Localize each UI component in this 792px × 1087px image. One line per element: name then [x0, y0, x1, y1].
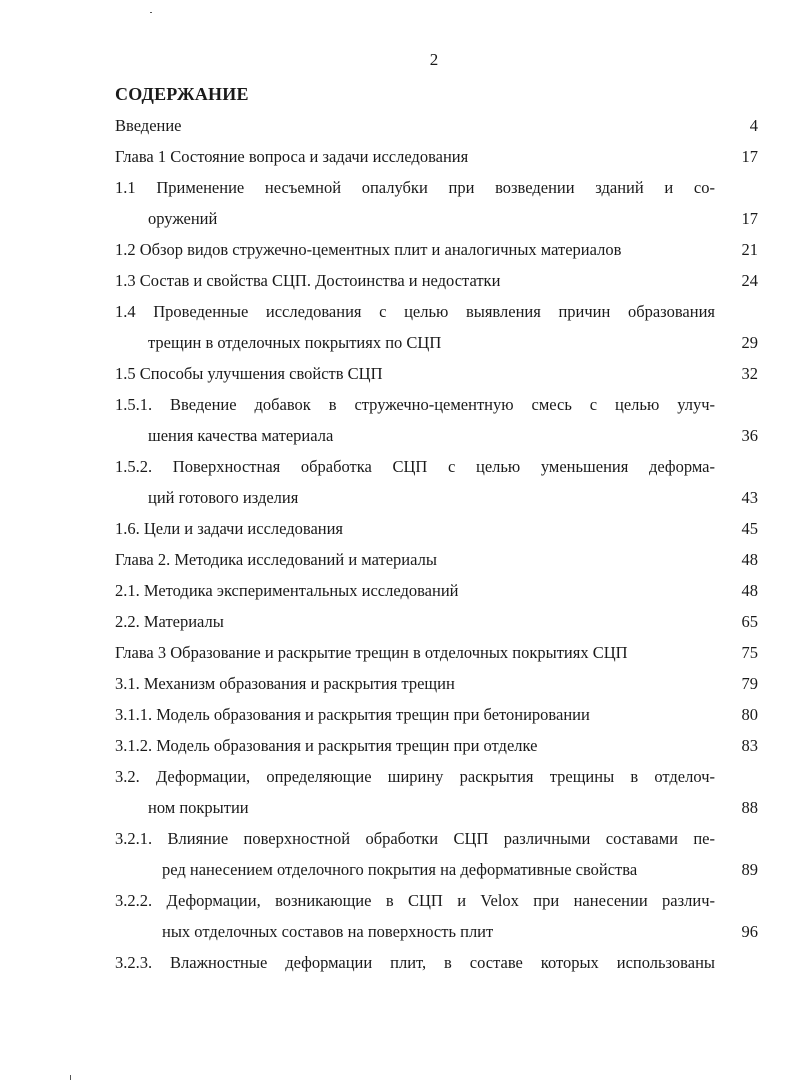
toc-entry	[0, 362, 792, 386]
toc-entry-page: 88	[741, 798, 758, 817]
toc-entry	[0, 889, 792, 913]
toc-entry-page: 32	[741, 364, 758, 383]
toc-entry-page: 36	[741, 426, 758, 445]
toc-entry-page: 89	[741, 860, 758, 879]
toc-entry	[0, 920, 792, 944]
toc-entry	[0, 579, 792, 603]
toc-entry	[0, 796, 792, 820]
toc-entry-page: 21	[741, 240, 758, 259]
toc-entry-text: 1.4 Проведенные исследования с целью выявления причин образования	[115, 302, 715, 321]
toc-entry	[0, 393, 792, 417]
scan-speck	[150, 12, 152, 13]
toc-entry-text: 1.2 Обзор видов стружечно-цементных плит и аналогичных материалов	[115, 240, 622, 259]
toc-entry-text: 1.5 Способы улучшения свойств СЦП	[115, 364, 383, 383]
toc-entry-text: Глава 3 Образование и раскрытие трещин в отделочных покрытиях СЦП	[115, 643, 628, 662]
toc-entry	[0, 114, 792, 138]
toc-entry	[0, 517, 792, 541]
toc-entry	[0, 548, 792, 572]
toc-entry-page: 29	[741, 333, 758, 352]
toc-entry	[0, 827, 792, 851]
toc-entry	[0, 207, 792, 231]
toc-entry	[0, 238, 792, 262]
toc-entry	[0, 455, 792, 479]
toc-entry	[0, 672, 792, 696]
toc-entry-page: 24	[741, 271, 758, 290]
toc-entry	[0, 951, 792, 975]
toc-entry-text: 1.3 Состав и свойства СЦП. Достоинства и недостатки	[115, 271, 501, 290]
toc-entry-page: 17	[741, 147, 758, 166]
toc-entry-page: 17	[741, 209, 758, 228]
toc-entry	[0, 641, 792, 665]
toc-entry-text: 3.1.1. Модель образования и раскрытия трещин при бетонировании	[115, 705, 590, 724]
toc-entry-text: 3.2.1. Влияние поверхностной обработки СЦП различными составами пе-	[115, 829, 715, 848]
toc-entry-page: 4	[749, 116, 758, 135]
toc-entry	[0, 176, 792, 200]
toc-entry	[0, 734, 792, 758]
toc-entry-text: ред нанесением отделочного покрытия на деформативные свойства	[162, 860, 638, 879]
toc-entry-text: ном покрытии	[148, 798, 249, 817]
toc-entry	[0, 424, 792, 448]
toc-entry	[0, 703, 792, 727]
toc-entry-text: 2.1. Методика экспериментальных исследований	[115, 581, 459, 600]
toc-entry-text: шения качества материала	[148, 426, 334, 445]
toc-entry-text: Глава 1 Состояние вопроса и задачи исследования	[115, 147, 469, 166]
toc-entry-text: 1.5.1. Введение добавок в стружечно-цементную смесь с целью улуч-	[115, 395, 715, 414]
toc-entry-text: трещин в отделочных покрытиях по СЦП	[148, 333, 442, 352]
toc-entry-page: 75	[741, 643, 758, 662]
toc-entry-page: 48	[741, 581, 758, 600]
toc-entry-page: 43	[741, 488, 758, 507]
toc-entry-text: 1.5.2. Поверхностная обработка СЦП с целью уменьшения деформа-	[115, 457, 715, 476]
toc-entry-text: оружений	[148, 209, 218, 228]
toc-entry-text: Введение	[115, 116, 182, 135]
toc-entry-page: 80	[741, 705, 758, 724]
toc-title: СОДЕРЖАНИЕ	[115, 84, 249, 104]
toc-entry	[0, 486, 792, 510]
toc-entry	[0, 300, 792, 324]
toc-entry	[0, 610, 792, 634]
toc-entry-text: 3.2.3. Влажностные деформации плит, в составе которых использованы	[115, 953, 715, 972]
toc-entry	[0, 145, 792, 169]
toc-entry-text: 3.2.2. Деформации, возникающие в СЦП и Velox при нанесении различ-	[115, 891, 715, 910]
scan-speck	[70, 1075, 71, 1080]
toc-entry-page: 48	[741, 550, 758, 569]
toc-entry-text: 2.2. Материалы	[115, 612, 224, 631]
toc-entry-page: 83	[741, 736, 758, 755]
toc-entry-text: ных отделочных составов на поверхность плит	[162, 922, 494, 941]
toc-entry-text: ций готового изделия	[148, 488, 299, 507]
page-number: 2	[429, 50, 439, 69]
toc-entry-text: 3.1. Механизм образования и раскрытия трещин	[115, 674, 455, 693]
toc-entry-page: 79	[741, 674, 758, 693]
toc-entry-text: 1.6. Цели и задачи исследования	[115, 519, 344, 538]
toc-entry	[0, 269, 792, 293]
toc-entry	[0, 331, 792, 355]
toc-entry-page: 96	[741, 922, 758, 941]
toc-entry-page: 65	[741, 612, 758, 631]
toc-entry-text: Глава 2. Методика исследований и материалы	[115, 550, 437, 569]
toc-entry-page: 45	[741, 519, 758, 538]
toc-entry	[0, 765, 792, 789]
toc-entry-text: 1.1 Применение несъемной опалубки при возведении зданий и со-	[115, 178, 715, 197]
toc-entry	[0, 858, 792, 882]
toc-entry-text: 3.1.2. Модель образования и раскрытия трещин при отделке	[115, 736, 538, 755]
toc-entry-text: 3.2. Деформации, определяющие ширину раскрытия трещины в отделоч-	[115, 767, 715, 786]
